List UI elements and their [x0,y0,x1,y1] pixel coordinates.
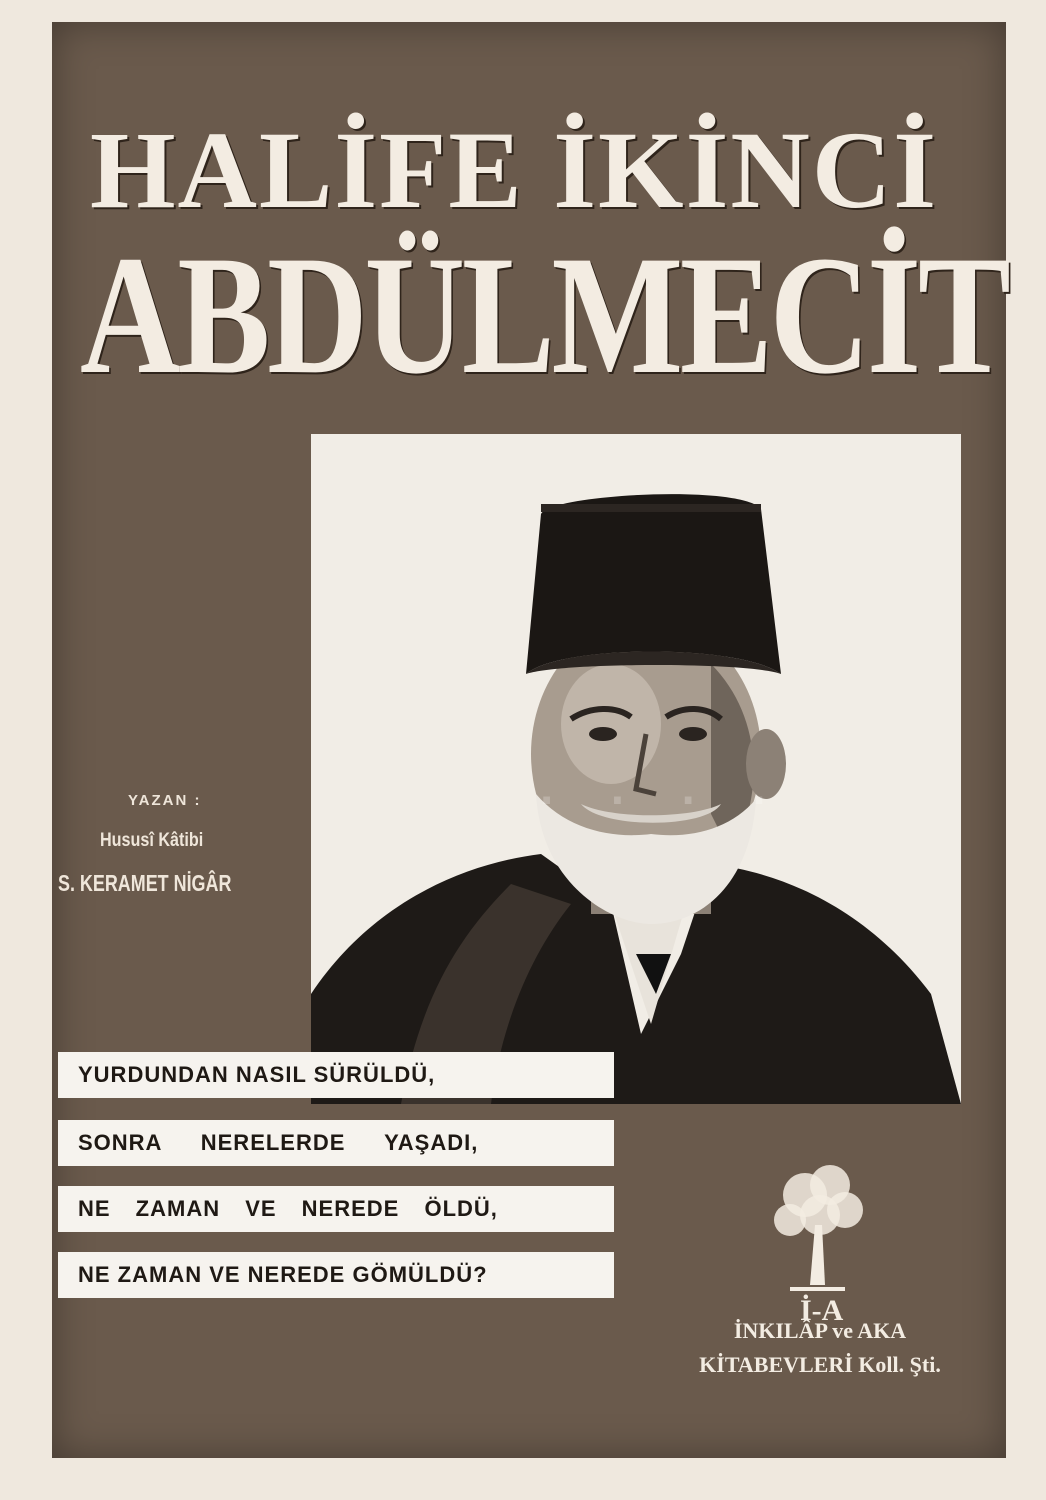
book-title-line1: HALİFE İKİNCİ [90,109,939,231]
publisher-name-line1: İNKILÂP ve AKA [733,1318,907,1343]
question-2: SONRA NERELERDE YAŞADI, [58,1120,614,1166]
question-1: YURDUNDAN NASIL SÜRÜLDÜ, [58,1052,614,1098]
publisher-name-line2: KİTABEVLERİ Koll. Şti. [699,1352,941,1377]
publisher-tree-logo [760,1155,880,1325]
book-title-line2: ABDÜLMECİT [80,221,1008,409]
publisher-logo-text: İ-A [800,1294,844,1325]
question-4: NE ZAMAN VE NEREDE GÖMÜLDÜ? [58,1252,614,1298]
author-label: YAZAN : [128,792,202,809]
author-role: Hususî Kâtibi [100,830,204,851]
author-name: S. KERAMET NİGÂR [58,870,232,896]
watermark: · · · · [535,756,785,834]
question-3: NE ZAMAN VE NEREDE ÖLDÜ, [58,1186,614,1232]
